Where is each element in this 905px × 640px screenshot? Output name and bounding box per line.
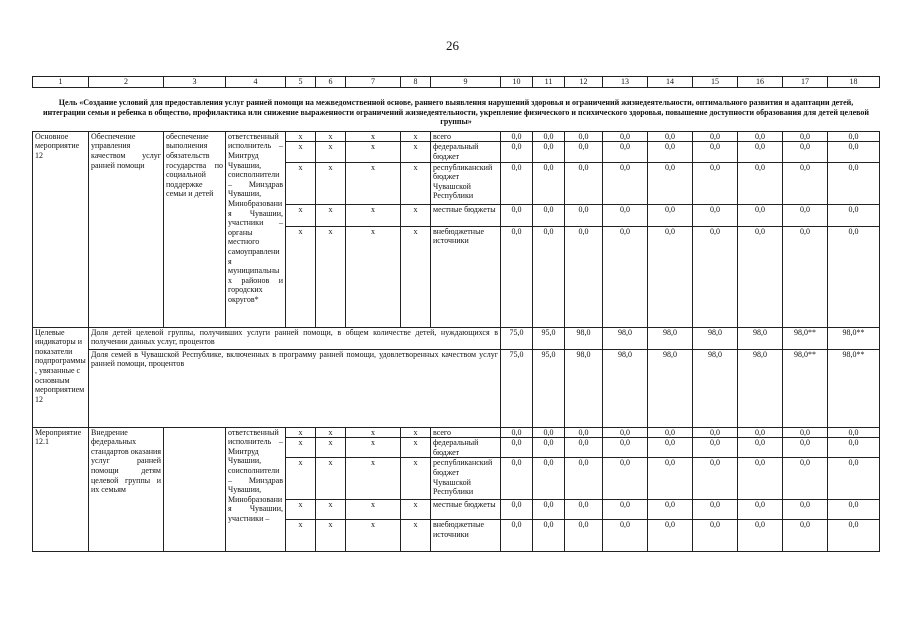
budget-code-cell: x bbox=[401, 226, 431, 327]
value-cell: 0,0 bbox=[693, 438, 738, 458]
value-cell: 0,0 bbox=[738, 226, 783, 327]
value-cell: 0,0 bbox=[603, 520, 648, 552]
budget-code-cell: x bbox=[316, 427, 346, 438]
budget-code-cell: x bbox=[401, 458, 431, 500]
value-cell: 0,0 bbox=[828, 500, 880, 520]
value-cell: 0,0 bbox=[603, 142, 648, 162]
value-cell: 0,0 bbox=[603, 500, 648, 520]
column-number: 6 bbox=[316, 77, 346, 88]
value-cell: 0,0 bbox=[648, 131, 693, 142]
indicator-value: 98,0** bbox=[828, 349, 880, 427]
indicator-value: 98,0 bbox=[565, 349, 603, 427]
column-number: 14 bbox=[648, 77, 693, 88]
value-cell: 0,0 bbox=[565, 131, 603, 142]
budget-code-cell: x bbox=[286, 500, 316, 520]
budget-code-cell: x bbox=[316, 204, 346, 226]
value-cell: 0,0 bbox=[738, 500, 783, 520]
value-cell: 0,0 bbox=[828, 520, 880, 552]
column-number: 2 bbox=[89, 77, 164, 88]
value-cell: 0,0 bbox=[648, 438, 693, 458]
value-cell: 0,0 bbox=[738, 131, 783, 142]
value-cell: 0,0 bbox=[565, 500, 603, 520]
value-cell: 0,0 bbox=[828, 162, 880, 204]
budget-code-cell: x bbox=[316, 226, 346, 327]
finance-row bbox=[33, 131, 880, 142]
page-number: 26 bbox=[446, 38, 459, 53]
indicator-value: 98,0** bbox=[783, 349, 828, 427]
value-cell: 0,0 bbox=[501, 142, 533, 162]
value-cell: 0,0 bbox=[501, 427, 533, 438]
column-number: 12 bbox=[565, 77, 603, 88]
budget-code-cell: x bbox=[401, 162, 431, 204]
column-number: 4 bbox=[226, 77, 286, 88]
value-cell: 0,0 bbox=[533, 131, 565, 142]
budget-code-cell: x bbox=[316, 131, 346, 142]
indicator-value: 98,0 bbox=[565, 327, 603, 349]
funding-source: всего bbox=[431, 427, 501, 438]
value-cell: 0,0 bbox=[783, 142, 828, 162]
budget-code-cell: x bbox=[286, 458, 316, 500]
value-cell: 0,0 bbox=[783, 500, 828, 520]
value-cell: 0,0 bbox=[501, 131, 533, 142]
indicator-value: 75,0 bbox=[501, 327, 533, 349]
value-cell: 0,0 bbox=[533, 427, 565, 438]
value-cell: 0,0 bbox=[603, 162, 648, 204]
funding-source: федеральный бюджет bbox=[431, 142, 501, 162]
indicator-value: 98,0 bbox=[603, 327, 648, 349]
goal-row bbox=[33, 88, 880, 132]
value-cell: 0,0 bbox=[783, 204, 828, 226]
value-cell: 0,0 bbox=[828, 142, 880, 162]
value-cell: 0,0 bbox=[783, 226, 828, 327]
funding-source: местные бюджеты bbox=[431, 500, 501, 520]
value-cell: 0,0 bbox=[603, 438, 648, 458]
value-cell: 0,0 bbox=[565, 162, 603, 204]
value-cell: 0,0 bbox=[693, 520, 738, 552]
value-cell: 0,0 bbox=[603, 226, 648, 327]
column-number: 1 bbox=[33, 77, 89, 88]
column-number: 9 bbox=[431, 77, 501, 88]
value-cell: 0,0 bbox=[693, 142, 738, 162]
indicator-text: Доля семей в Чувашской Республике, включенных в программу ранней помощи, удовлетворенных качеством услуг ранней помощи, процентов bbox=[89, 349, 501, 427]
budget-code-cell: x bbox=[401, 131, 431, 142]
value-cell: 0,0 bbox=[501, 458, 533, 500]
value-cell: 0,0 bbox=[565, 520, 603, 552]
value-cell: 0,0 bbox=[533, 458, 565, 500]
value-cell: 0,0 bbox=[828, 204, 880, 226]
value-cell: 0,0 bbox=[603, 458, 648, 500]
value-cell: 0,0 bbox=[533, 162, 565, 204]
budget-code-cell: x bbox=[346, 520, 401, 552]
indicator-value: 98,0 bbox=[738, 349, 783, 427]
budget-code-cell: x bbox=[346, 458, 401, 500]
column-number: 18 bbox=[828, 77, 880, 88]
budget-code-cell: x bbox=[316, 520, 346, 552]
value-cell: 0,0 bbox=[648, 142, 693, 162]
value-cell: 0,0 bbox=[783, 162, 828, 204]
value-cell: 0,0 bbox=[783, 131, 828, 142]
measure-executors: ответственный исполнитель – Минтруд Чувашии, соисполнители – Минздрав Чувашии, Минобразования Чувашии, участники – bbox=[226, 427, 286, 552]
indicators-label: Целевые индикаторы и показатели подпрограммы, увязанные с основным мероприятием 12 bbox=[33, 327, 89, 427]
value-cell: 0,0 bbox=[783, 458, 828, 500]
column-number: 7 bbox=[346, 77, 401, 88]
value-cell: 0,0 bbox=[565, 427, 603, 438]
value-cell: 0,0 bbox=[828, 226, 880, 327]
budget-code-cell: x bbox=[316, 142, 346, 162]
measure-task: обеспечение выполнения обязательств государства по социальной поддержке семьи и детей bbox=[164, 131, 226, 327]
value-cell: 0,0 bbox=[533, 204, 565, 226]
value-cell: 0,0 bbox=[828, 131, 880, 142]
funding-source: внебюджетные источники bbox=[431, 226, 501, 327]
indicator-value: 98,0** bbox=[828, 327, 880, 349]
budget-code-cell: x bbox=[346, 500, 401, 520]
value-cell: 0,0 bbox=[828, 458, 880, 500]
column-number-row bbox=[33, 77, 880, 88]
funding-source: республиканский бюджет Чувашской Республики bbox=[431, 458, 501, 500]
budget-code-cell: x bbox=[316, 458, 346, 500]
value-cell: 0,0 bbox=[501, 162, 533, 204]
budget-code-cell: x bbox=[346, 204, 401, 226]
value-cell: 0,0 bbox=[828, 438, 880, 458]
budget-code-cell: x bbox=[346, 226, 401, 327]
measure-title: Обеспечение управления качеством услуг ранней помощи bbox=[89, 131, 164, 327]
column-number: 15 bbox=[693, 77, 738, 88]
value-cell: 0,0 bbox=[693, 131, 738, 142]
budget-code-cell: x bbox=[346, 427, 401, 438]
value-cell: 0,0 bbox=[693, 204, 738, 226]
column-number: 13 bbox=[603, 77, 648, 88]
goal-text: Цель «Создание условий для предоставления услуг ранней помощи на межведомственной основе, раннего выявления нарушений здоровья и ограничений жизнедеятельности, оптимального развития и адаптации детей, интеграции семьи и ребенка в общество, профилактика или снижение выраженности ограничений жизнедеятельности, укрепление физического и психического здоровья, повышение доступности образования для детей целевой группы» bbox=[33, 88, 880, 132]
value-cell: 0,0 bbox=[738, 142, 783, 162]
value-cell: 0,0 bbox=[693, 427, 738, 438]
indicator-value: 95,0 bbox=[533, 327, 565, 349]
value-cell: 0,0 bbox=[501, 520, 533, 552]
measure-title: Внедрение федеральных стандартов оказания услуг ранней помощи детям целевой группы и их семьям bbox=[89, 427, 164, 552]
value-cell: 0,0 bbox=[828, 427, 880, 438]
indicator-value: 98,0 bbox=[693, 349, 738, 427]
value-cell: 0,0 bbox=[693, 162, 738, 204]
value-cell: 0,0 bbox=[738, 438, 783, 458]
value-cell: 0,0 bbox=[565, 458, 603, 500]
value-cell: 0,0 bbox=[648, 458, 693, 500]
budget-code-cell: x bbox=[316, 500, 346, 520]
budget-code-cell: x bbox=[346, 162, 401, 204]
budget-code-cell: x bbox=[316, 162, 346, 204]
funding-source: внебюджетные источники bbox=[431, 520, 501, 552]
value-cell: 0,0 bbox=[501, 500, 533, 520]
funding-source: республиканский бюджет Чувашской Республики bbox=[431, 162, 501, 204]
value-cell: 0,0 bbox=[533, 520, 565, 552]
finance-row bbox=[33, 427, 880, 438]
budget-code-cell: x bbox=[286, 131, 316, 142]
budget-code-cell: x bbox=[401, 142, 431, 162]
value-cell: 0,0 bbox=[565, 204, 603, 226]
value-cell: 0,0 bbox=[738, 458, 783, 500]
budget-code-cell: x bbox=[346, 438, 401, 458]
indicator-text: Доля детей целевой группы, получивших услуги ранней помощи, в общем количестве детей, нуждающихся в получении данных услуг, процентов bbox=[89, 327, 501, 349]
indicator-value: 95,0 bbox=[533, 349, 565, 427]
column-number: 10 bbox=[501, 77, 533, 88]
value-cell: 0,0 bbox=[533, 142, 565, 162]
indicator-value: 75,0 bbox=[501, 349, 533, 427]
value-cell: 0,0 bbox=[693, 500, 738, 520]
indicator-value: 98,0 bbox=[738, 327, 783, 349]
value-cell: 0,0 bbox=[501, 438, 533, 458]
funding-source: федеральный бюджет bbox=[431, 438, 501, 458]
funding-source: местные бюджеты bbox=[431, 204, 501, 226]
value-cell: 0,0 bbox=[738, 204, 783, 226]
value-cell: 0,0 bbox=[648, 204, 693, 226]
value-cell: 0,0 bbox=[501, 226, 533, 327]
budget-code-cell: x bbox=[401, 438, 431, 458]
column-number: 5 bbox=[286, 77, 316, 88]
value-cell: 0,0 bbox=[783, 427, 828, 438]
value-cell: 0,0 bbox=[603, 427, 648, 438]
value-cell: 0,0 bbox=[565, 438, 603, 458]
budget-code-cell: x bbox=[401, 204, 431, 226]
budget-code-cell: x bbox=[346, 142, 401, 162]
value-cell: 0,0 bbox=[693, 458, 738, 500]
measure-label: Мероприятие 12.1 bbox=[33, 427, 89, 552]
column-number: 16 bbox=[738, 77, 783, 88]
value-cell: 0,0 bbox=[501, 204, 533, 226]
indicator-value: 98,0 bbox=[603, 349, 648, 427]
budget-code-cell: x bbox=[401, 427, 431, 438]
budget-code-cell: x bbox=[286, 226, 316, 327]
budget-code-cell: x bbox=[286, 204, 316, 226]
value-cell: 0,0 bbox=[648, 427, 693, 438]
budget-code-cell: x bbox=[316, 438, 346, 458]
value-cell: 0,0 bbox=[533, 500, 565, 520]
column-number: 11 bbox=[533, 77, 565, 88]
value-cell: 0,0 bbox=[533, 438, 565, 458]
column-number: 3 bbox=[164, 77, 226, 88]
column-number: 8 bbox=[401, 77, 431, 88]
indicator-row bbox=[33, 349, 880, 427]
value-cell: 0,0 bbox=[783, 438, 828, 458]
value-cell: 0,0 bbox=[738, 162, 783, 204]
program-table bbox=[32, 76, 880, 552]
value-cell: 0,0 bbox=[648, 162, 693, 204]
budget-code-cell: x bbox=[286, 427, 316, 438]
value-cell: 0,0 bbox=[783, 520, 828, 552]
value-cell: 0,0 bbox=[603, 204, 648, 226]
budget-code-cell: x bbox=[346, 131, 401, 142]
value-cell: 0,0 bbox=[533, 226, 565, 327]
indicator-value: 98,0** bbox=[783, 327, 828, 349]
indicator-value: 98,0 bbox=[693, 327, 738, 349]
measure-executors: ответственный исполнитель – Минтруд Чувашии, соисполнители – Минздрав Чувашии, Минобразования Чувашии, участники – органы местного самоуправления муниципальных районов и городских округов* bbox=[226, 131, 286, 327]
budget-code-cell: x bbox=[401, 500, 431, 520]
value-cell: 0,0 bbox=[648, 500, 693, 520]
budget-code-cell: x bbox=[286, 162, 316, 204]
value-cell: 0,0 bbox=[648, 520, 693, 552]
indicator-row bbox=[33, 327, 880, 349]
budget-code-cell: x bbox=[286, 520, 316, 552]
measure-label: Основное мероприятие 12 bbox=[33, 131, 89, 327]
indicator-value: 98,0 bbox=[648, 349, 693, 427]
budget-code-cell: x bbox=[401, 520, 431, 552]
value-cell: 0,0 bbox=[603, 131, 648, 142]
measure-task bbox=[164, 427, 226, 552]
funding-source: всего bbox=[431, 131, 501, 142]
budget-code-cell: x bbox=[286, 142, 316, 162]
value-cell: 0,0 bbox=[738, 520, 783, 552]
budget-code-cell: x bbox=[286, 438, 316, 458]
value-cell: 0,0 bbox=[738, 427, 783, 438]
value-cell: 0,0 bbox=[648, 226, 693, 327]
indicator-value: 98,0 bbox=[648, 327, 693, 349]
value-cell: 0,0 bbox=[565, 142, 603, 162]
value-cell: 0,0 bbox=[693, 226, 738, 327]
value-cell: 0,0 bbox=[565, 226, 603, 327]
column-number: 17 bbox=[783, 77, 828, 88]
